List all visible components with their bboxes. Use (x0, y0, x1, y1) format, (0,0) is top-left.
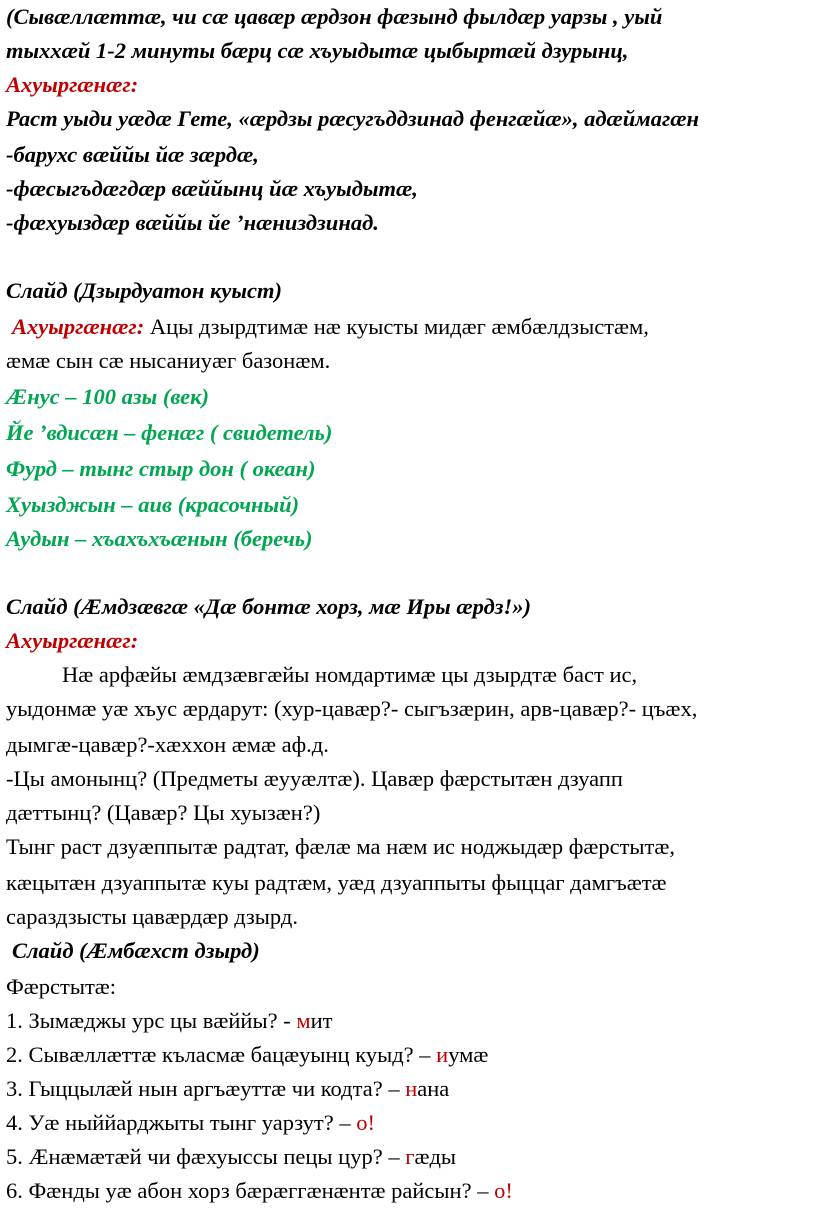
vocab-item: Фурд – тынг стыр дон ( океан) (6, 456, 316, 481)
question-item (6, 1038, 812, 1072)
question-item (6, 1004, 812, 1038)
slide-title: Слайд (Æмдзæвгæ «Дæ бонтæ хорз, мæ Иры æрдз!») (6, 594, 532, 619)
vocab-item: Аудын – хъахъхъæнын (беречь) (6, 526, 313, 551)
answer-letter: о! (356, 1110, 375, 1135)
question-item (6, 1106, 812, 1140)
paragraph-line: дæттынц? (Цавæр? Цы хуызæн?) (6, 800, 321, 825)
answer-rest: æды (414, 1144, 457, 1169)
question-item (6, 1072, 812, 1106)
slide-title: Слайд (Æмбæхст дзырд) (12, 938, 260, 963)
question-text: 1. Зымæджы урс цы вæййы? - (6, 1008, 297, 1033)
answer-letter: и (436, 1042, 449, 1067)
intro-line-4: -барухс вæййы йæ зæрдæ, (6, 142, 259, 167)
answer-rest: умæ (448, 1042, 489, 1067)
paragraph-line: -Цы амонынц? (Предметы æууæлтæ). Цавæр фæрстытæн дзуапп (6, 766, 623, 791)
question-text: 3. Гыццылæй нын аргъæуттæ чи кодта? – (6, 1076, 406, 1101)
intro-line-5: -фæсыгъдæгдæр вæййынц йæ хъуыдытæ, (6, 176, 418, 201)
paragraph-line: сараздзысты цавæрдæр дзырд. (6, 904, 298, 929)
question-text: 4. Уæ ныййарджыты тынг уарзут? – (6, 1110, 357, 1135)
vocab-item: Йе ’вдисæн – фенæг ( свидетель) (6, 420, 333, 445)
answer-letter: о! (494, 1178, 513, 1203)
slide1-text: Ацы дзырдтимæ нæ куысты мидæг æмбæлдзыстæм, (149, 314, 649, 339)
questions-label: Фæрстытæ: (6, 974, 117, 999)
answer-rest: ит (310, 1008, 333, 1033)
question-text: 2. Сывæллæттæ къласмæ бацæуынц куыд? – (6, 1042, 437, 1067)
paragraph-line: кæцытæн дзуаппытæ куы радтæм, уæд дзуаппыты фыццаг дамгъæтæ (6, 870, 667, 895)
intro-line-1: (Сывæллæттæ, чи сæ цавæр æрдзон фæзынд фылдæр уарзы , уый (6, 4, 663, 29)
paragraph-line: Нæ арфæйы æмдзæвгæйы номдартимæ цы дзырдтæ баст ис, (62, 662, 638, 687)
answer-rest: ана (417, 1076, 450, 1101)
question-text: 5. Æнæмæтæй чи фæхуыссы пецы цур? – (6, 1144, 406, 1169)
intro-line-3: Раст уыди уæдæ Гете, «æрдзы рæсугъддзинад фенгæйæ», адæймагæн (6, 106, 700, 131)
intro-line-6: -фæхуыздæр вæййы йе ’нæниздзинад. (6, 210, 379, 235)
answer-letter: н (405, 1076, 418, 1101)
paragraph-line: уыдонмæ уæ хъус æрдарут: (хур-цавæр?- сыгъзæрин, арв-цавæр?- цъæх, (6, 696, 698, 721)
answer-letter: м (296, 1008, 311, 1033)
teacher-label: Ахуыргæнæг: (12, 314, 145, 339)
question-text: 6. Фæнды уæ абон хорз бæрæггæнæнтæ райсын? – (6, 1178, 495, 1203)
answer-letter: г (405, 1144, 415, 1169)
question-item (6, 1174, 812, 1208)
slide-title: Слайд (Дзырдуатон куыст) (6, 278, 282, 303)
slide1-intro (6, 310, 812, 344)
teacher-label: Ахуыргæнæг: (6, 628, 139, 653)
slide1-text-cont: æмæ сын сæ нысаниуæг базонæм. (6, 348, 331, 373)
vocab-item: Æнус – 100 азы (век) (6, 384, 209, 409)
paragraph-line: дымгæ-цавæр?-хæххон æмæ аф.д. (6, 732, 329, 757)
paragraph-line: Тынг раст дзуæппытæ радтат, фæлæ ма нæм ис ноджыдæр фæрстытæ, (6, 834, 675, 859)
vocab-item: Хуызджын – аив (красочный) (6, 492, 300, 517)
question-item (6, 1140, 812, 1174)
teacher-label: Ахуыргæнæг: (6, 72, 139, 97)
intro-line-2: тыххæй 1-2 минуты бæрц сæ хъуыдытæ цыбыртæй дзурынц, (6, 38, 629, 63)
